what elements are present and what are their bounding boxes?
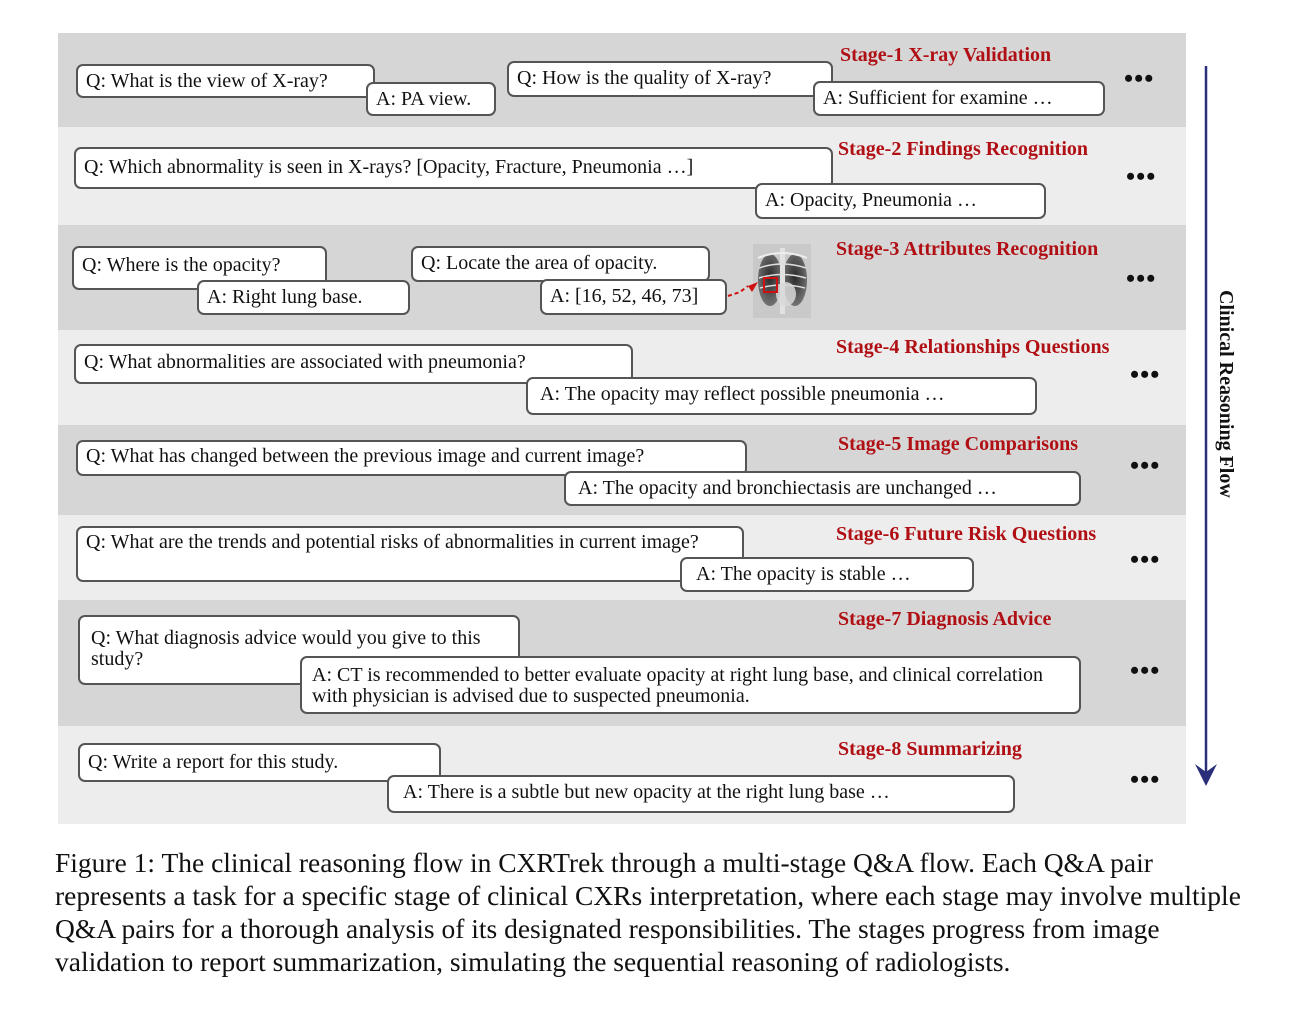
stage-8-answer-1: A: There is a subtle but new opacity at the right lung base … — [387, 775, 1015, 813]
stage-3-answer-2: A: [16, 52, 46, 73] — [540, 279, 727, 315]
chest-xray-thumbnail — [722, 244, 814, 320]
stage-3-answer-1: A: Right lung base. — [197, 280, 410, 315]
stage-2-answer-1: A: Opacity, Pneumonia … — [755, 183, 1046, 219]
stage-6-title: Stage-6 Future Risk Questions — [836, 523, 1097, 545]
stage-1-question-1: Q: What is the view of X-ray? — [76, 64, 375, 98]
stage-2-title: Stage-2 Findings Recognition — [838, 138, 1089, 160]
stage-7-question-1: Q: What diagnosis advice would you give to this study? — [78, 615, 520, 685]
stage-1-question-2: Q: How is the quality of X-ray? — [507, 61, 833, 97]
stage-5-question-1: Q: What has changed between the previous image and current image? — [76, 440, 747, 476]
stage-1-title: Stage-1 X-ray Validation — [840, 44, 1052, 66]
figure-caption: Figure 1: The clinical reasoning flow in CXRTrek through a multi-stage Q&A flow. Each Q&A pair represents a task for a specific stage of clinical CXRs interpretation, where each stage may involve multiple Q&A pairs for a thorough analysis of its designated responsibilities. The stages progress from image validation to report summarization, simulating the sequential reasoning of radiologists. — [55, 847, 1241, 977]
stage-4-more-ellipsis: ••• — [1130, 360, 1161, 389]
clinical-reasoning-flow-label: Clinical Reasoning Flow — [1215, 290, 1237, 498]
stage-1-answer-1: A: PA view. — [366, 82, 496, 116]
stage-7-more-ellipsis: ••• — [1130, 656, 1161, 685]
stage-3-title: Stage-3 Attributes Recognition — [836, 238, 1099, 260]
stage-2-more-ellipsis: ••• — [1126, 162, 1157, 191]
stage-8-title: Stage-8 Summarizing — [838, 738, 1022, 760]
stage-5-more-ellipsis: ••• — [1130, 451, 1161, 480]
stage-5-title: Stage-5 Image Comparisons — [838, 433, 1078, 455]
stage-1-more-ellipsis: ••• — [1124, 64, 1155, 93]
stage-7-answer-1: A: CT is recommended to better evaluate opacity at right lung base, and clinical correlation with physician is advised due to suspected pneumonia. — [300, 656, 1081, 714]
stage-5-answer-1: A: The opacity and bronchiectasis are unchanged … — [564, 471, 1081, 506]
stage-8-question-1: Q: Write a report for this study. — [78, 743, 441, 782]
stage-3-question-2: Q: Locate the area of opacity. — [411, 246, 710, 282]
stage-4-question-1: Q: What abnormalities are associated with pneumonia? — [74, 344, 633, 384]
stage-6-more-ellipsis: ••• — [1130, 545, 1161, 574]
stage-8-more-ellipsis: ••• — [1130, 765, 1161, 794]
stage-2-question-1: Q: Which abnormality is seen in X-rays? [Opacity, Fracture, Pneumonia …] — [74, 147, 833, 189]
stage-1-answer-2: A: Sufficient for examine … — [813, 81, 1105, 116]
stage-4-answer-1: A: The opacity may reflect possible pneumonia … — [526, 377, 1037, 415]
stage-6-answer-1: A: The opacity is stable … — [680, 557, 974, 592]
stage-4-title: Stage-4 Relationships Questions — [836, 336, 1110, 358]
stage-6-question-1: Q: What are the trends and potential risks of abnormalities in current image? — [76, 526, 744, 582]
stage-7-title: Stage-7 Diagnosis Advice — [838, 608, 1052, 630]
stage-3-more-ellipsis: ••• — [1126, 264, 1157, 293]
stage-3-question-1: Q: Where is the opacity? — [72, 246, 327, 290]
